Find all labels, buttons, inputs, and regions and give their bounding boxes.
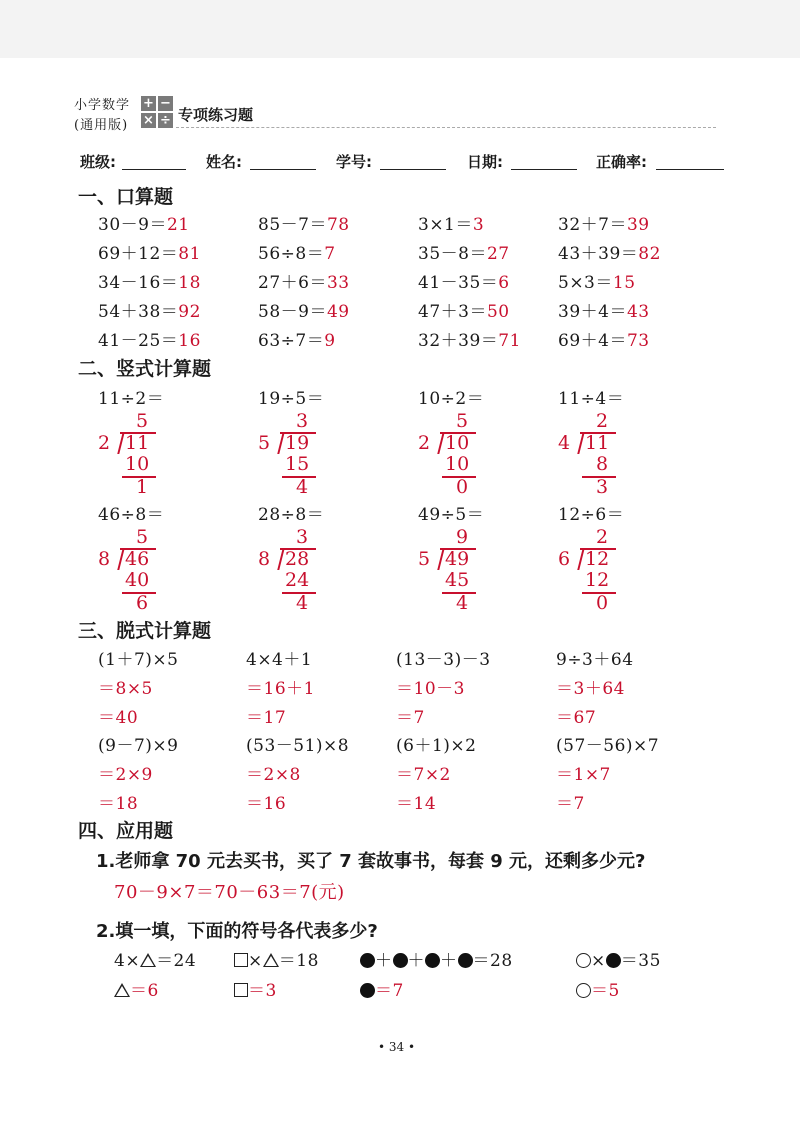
oral-question: 30－9＝ (98, 215, 167, 235)
page-number: • 34 • (378, 1040, 416, 1054)
stepwise-step-1: ＝2×8 (246, 765, 301, 785)
oral-item (418, 239, 510, 264)
oral-answer: 82 (638, 244, 661, 264)
section-vertical-title: 二、竖式计算题 (78, 358, 212, 380)
info-date-line[interactable] (511, 169, 577, 170)
dividend: 12 (585, 548, 610, 570)
oral-question: 35－8＝ (418, 244, 487, 264)
oral-question: 54＋38＝ (98, 302, 179, 322)
bracket-side (577, 432, 584, 454)
oral-answer: 18 (178, 273, 201, 293)
eq-dots-op1: ＋ (375, 951, 393, 971)
long-division (258, 410, 378, 500)
plus-icon: + (141, 96, 156, 111)
dividend: 11 (125, 432, 150, 454)
dividend: 19 (285, 432, 310, 454)
info-name-line[interactable] (250, 169, 316, 170)
oral-answer: 39 (626, 215, 650, 235)
divisor: 2 (98, 432, 111, 454)
oral-item (418, 268, 510, 293)
circle-icon (576, 953, 591, 968)
divisor: 2 (418, 432, 431, 454)
oral-answer: 7 (324, 244, 336, 264)
stepwise-step-1: ＝10－3 (396, 679, 465, 699)
long-division (98, 410, 218, 500)
oral-item (98, 326, 201, 351)
ans-ring-value: ＝5 (591, 981, 620, 1001)
remainder: 4 (296, 476, 309, 498)
eq-square (234, 946, 319, 971)
stepwise-step-2: ＝16 (246, 794, 287, 814)
stepwise-question: (13－3)－3 (396, 650, 491, 670)
dot-icon (393, 953, 408, 968)
long-division (98, 526, 218, 616)
oral-item (558, 268, 636, 293)
eq-dots-op3: ＋ (440, 951, 458, 971)
oral-answer: 15 (612, 273, 636, 293)
eq-dots-rhs: ＝28 (472, 951, 513, 971)
stepwise-step-1: ＝2×9 (98, 765, 153, 785)
ans-ring (576, 976, 620, 1001)
product: 12 (585, 569, 610, 591)
stepwise-step-2: ＝14 (396, 794, 437, 814)
dot-icon (425, 953, 440, 968)
remainder: 0 (456, 476, 469, 498)
division-question: 28÷8＝ (258, 505, 325, 525)
long-division (558, 410, 678, 500)
oral-item (258, 297, 350, 322)
oral-question: 41－25＝ (98, 331, 179, 351)
oral-item (558, 239, 661, 264)
dot-icon (360, 983, 375, 998)
division-question: 49÷5＝ (418, 505, 485, 525)
oral-item (558, 326, 650, 351)
oral-answer: 21 (166, 215, 190, 235)
oral-answer: 6 (498, 273, 510, 293)
remainder: 4 (296, 592, 309, 614)
divide-icon: ÷ (158, 113, 173, 128)
dividend: 49 (445, 548, 470, 570)
oral-question: 27＋6＝ (258, 273, 327, 293)
oral-answer: 9 (324, 331, 336, 351)
remainder: 6 (136, 592, 149, 614)
stepwise-step-1: ＝8×5 (98, 679, 153, 699)
problem-2-question: 2.填一填，下面的符号各代表多少? (96, 921, 378, 942)
division-question: 11÷2＝ (98, 389, 165, 409)
eq-square-rhs: ＝18 (278, 951, 319, 971)
oral-question: 58－9＝ (258, 302, 327, 322)
oral-item (98, 297, 201, 322)
divisor: 5 (418, 548, 431, 570)
oral-question: 32＋39＝ (418, 331, 499, 351)
ans-dot-value: ＝7 (375, 981, 404, 1001)
product: 24 (285, 569, 310, 591)
dividend: 11 (585, 432, 610, 454)
eq-triangle-rhs: ＝24 (156, 951, 197, 971)
ans-square-value: ＝3 (248, 981, 277, 1001)
oral-answer: 78 (326, 215, 350, 235)
oral-question: 69＋12＝ (98, 244, 179, 264)
stepwise-step-1: ＝3＋64 (556, 679, 625, 699)
product: 10 (445, 453, 470, 475)
stepwise-step-1: ＝1×7 (556, 765, 611, 785)
division-question: 12÷6＝ (558, 505, 625, 525)
dividend: 46 (125, 548, 150, 570)
division-question: 19÷5＝ (258, 389, 325, 409)
oral-item (418, 326, 521, 351)
ans-triangle (114, 976, 159, 1001)
section-stepwise-title: 三、脱式计算题 (78, 620, 212, 642)
quotient: 5 (136, 410, 149, 432)
ans-square (234, 976, 277, 1001)
oral-answer: 81 (178, 244, 201, 264)
long-division (418, 526, 538, 616)
stepwise-step-2: ＝18 (98, 794, 139, 814)
eq-square-op: × (248, 951, 263, 971)
oral-item (418, 210, 484, 235)
oral-question: 3×1＝ (418, 215, 473, 235)
oral-answer: 73 (626, 331, 650, 351)
stepwise-question: (53－51)×8 (246, 736, 350, 756)
eq-dots-op2: ＋ (407, 951, 425, 971)
oral-question: 47＋3＝ (418, 302, 487, 322)
product: 10 (125, 453, 150, 475)
oral-item (98, 268, 201, 293)
oral-question: 41－35＝ (418, 273, 499, 293)
eq-dots (360, 946, 513, 971)
oral-item (258, 239, 336, 264)
oral-question: 39＋4＝ (558, 302, 627, 322)
stepwise-step-2: ＝40 (98, 708, 139, 728)
oral-question: 63÷7＝ (258, 331, 325, 351)
brand-line-1: 小学数学 (74, 98, 131, 113)
stepwise-question: (1＋7)×5 (98, 650, 179, 670)
oral-item (558, 210, 650, 235)
remainder: 0 (596, 592, 609, 614)
oral-answer: 50 (486, 302, 510, 322)
triangle-icon (114, 983, 130, 997)
stepwise-step-2: ＝17 (246, 708, 287, 728)
triangle-icon (263, 953, 279, 967)
ans-dot (360, 976, 404, 1001)
oral-item (98, 210, 190, 235)
times-icon: × (141, 113, 156, 128)
eq-ring (576, 946, 661, 971)
product: 8 (596, 453, 609, 475)
divisor: 4 (558, 432, 571, 454)
brand-line-2: (通用版) (74, 118, 129, 133)
division-question: 10÷2＝ (418, 389, 485, 409)
oral-item (418, 297, 510, 322)
division-question: 46÷8＝ (98, 505, 165, 525)
top-band (0, 0, 800, 58)
quotient: 5 (136, 526, 149, 548)
long-division (258, 526, 378, 616)
eq-triangle-lhs: 4× (114, 951, 141, 971)
stepwise-question: (6＋1)×2 (396, 736, 477, 756)
info-accuracy-line[interactable] (656, 169, 724, 170)
worksheet-title: 专项练习题 (178, 106, 254, 124)
info-id-label: 学号: (336, 153, 372, 171)
minus-icon: − (158, 96, 173, 111)
square-icon (234, 953, 248, 967)
divisor: 8 (98, 548, 111, 570)
oral-answer: 49 (326, 302, 350, 322)
dot-icon (360, 953, 375, 968)
bracket-side (437, 432, 444, 454)
quotient: 5 (456, 410, 469, 432)
oral-question: 43＋39＝ (558, 244, 639, 264)
info-accuracy-label: 正确率: (596, 153, 647, 171)
eq-ring-op: × (591, 951, 606, 971)
dot-icon (458, 953, 473, 968)
oral-answer: 71 (498, 331, 521, 351)
dividend: 10 (445, 432, 470, 454)
info-class-line[interactable] (122, 169, 186, 170)
triangle-icon (140, 953, 156, 967)
division-question: 11÷4＝ (558, 389, 625, 409)
oral-answer: 92 (178, 302, 201, 322)
remainder: 3 (596, 476, 609, 498)
quotient: 2 (596, 526, 609, 548)
stepwise-question: 9÷3＋64 (556, 650, 634, 670)
square-icon (234, 983, 248, 997)
bracket-side (277, 432, 284, 454)
divisor: 8 (258, 548, 271, 570)
oral-question: 56÷8＝ (258, 244, 325, 264)
oral-answer: 43 (626, 302, 650, 322)
stepwise-question: (57－56)×7 (556, 736, 660, 756)
header-divider (176, 127, 716, 128)
quotient: 9 (456, 526, 469, 548)
bracket-side (577, 548, 584, 570)
ans-triangle-value: ＝6 (130, 981, 159, 1001)
stepwise-step-2: ＝7 (396, 708, 425, 728)
problem-1-question: 1.老师拿 70 元去买书，买了 7 套故事书，每套 9 元，还剩多少元? (96, 851, 646, 872)
oral-question: 34－16＝ (98, 273, 179, 293)
section-word-title: 四、应用题 (78, 820, 174, 842)
divisor: 5 (258, 432, 271, 454)
stepwise-question: (9－7)×9 (98, 736, 179, 756)
remainder: 4 (456, 592, 469, 614)
oral-item (258, 210, 350, 235)
long-division (418, 410, 538, 500)
oral-answer: 3 (472, 215, 485, 235)
eq-ring-rhs: ＝35 (620, 951, 661, 971)
stepwise-step-2: ＝7 (556, 794, 585, 814)
dividend: 28 (285, 548, 310, 570)
oral-item (558, 297, 650, 322)
info-name-label: 姓名: (206, 153, 242, 171)
dot-icon (606, 953, 621, 968)
oral-answer: 16 (178, 331, 201, 351)
stepwise-step-2: ＝67 (556, 708, 597, 728)
bracket-side (117, 548, 124, 570)
stepwise-step-1: ＝16＋1 (246, 679, 315, 699)
quotient: 3 (296, 526, 309, 548)
oral-item (258, 268, 350, 293)
eq-triangle (114, 946, 196, 971)
product: 15 (285, 453, 310, 475)
bracket-side (277, 548, 284, 570)
oral-answer: 27 (486, 244, 510, 264)
oral-answer: 33 (326, 273, 350, 293)
remainder: 1 (136, 476, 149, 498)
oral-question: 69＋4＝ (558, 331, 627, 351)
oral-question: 85－7＝ (258, 215, 327, 235)
info-class-label: 班级: (80, 153, 116, 171)
oral-item (98, 239, 201, 264)
oral-question: 5×3＝ (558, 273, 613, 293)
problem-1-answer: 70－9×7＝70－63＝7(元) (114, 882, 345, 903)
bracket-side (437, 548, 444, 570)
circle-icon (576, 983, 591, 998)
oral-question: 32＋7＝ (558, 215, 627, 235)
section-oral-title: 一、口算题 (78, 186, 174, 208)
long-division (558, 526, 678, 616)
info-date-label: 日期: (467, 153, 503, 171)
product: 40 (125, 569, 150, 591)
bracket-side (117, 432, 124, 454)
divisor: 6 (558, 548, 571, 570)
stepwise-question: 4×4＋1 (246, 650, 313, 670)
product: 45 (445, 569, 470, 591)
quotient: 3 (296, 410, 309, 432)
stepwise-step-1: ＝7×2 (396, 765, 451, 785)
info-id-line[interactable] (380, 169, 446, 170)
quotient: 2 (596, 410, 609, 432)
oral-item (258, 326, 336, 351)
